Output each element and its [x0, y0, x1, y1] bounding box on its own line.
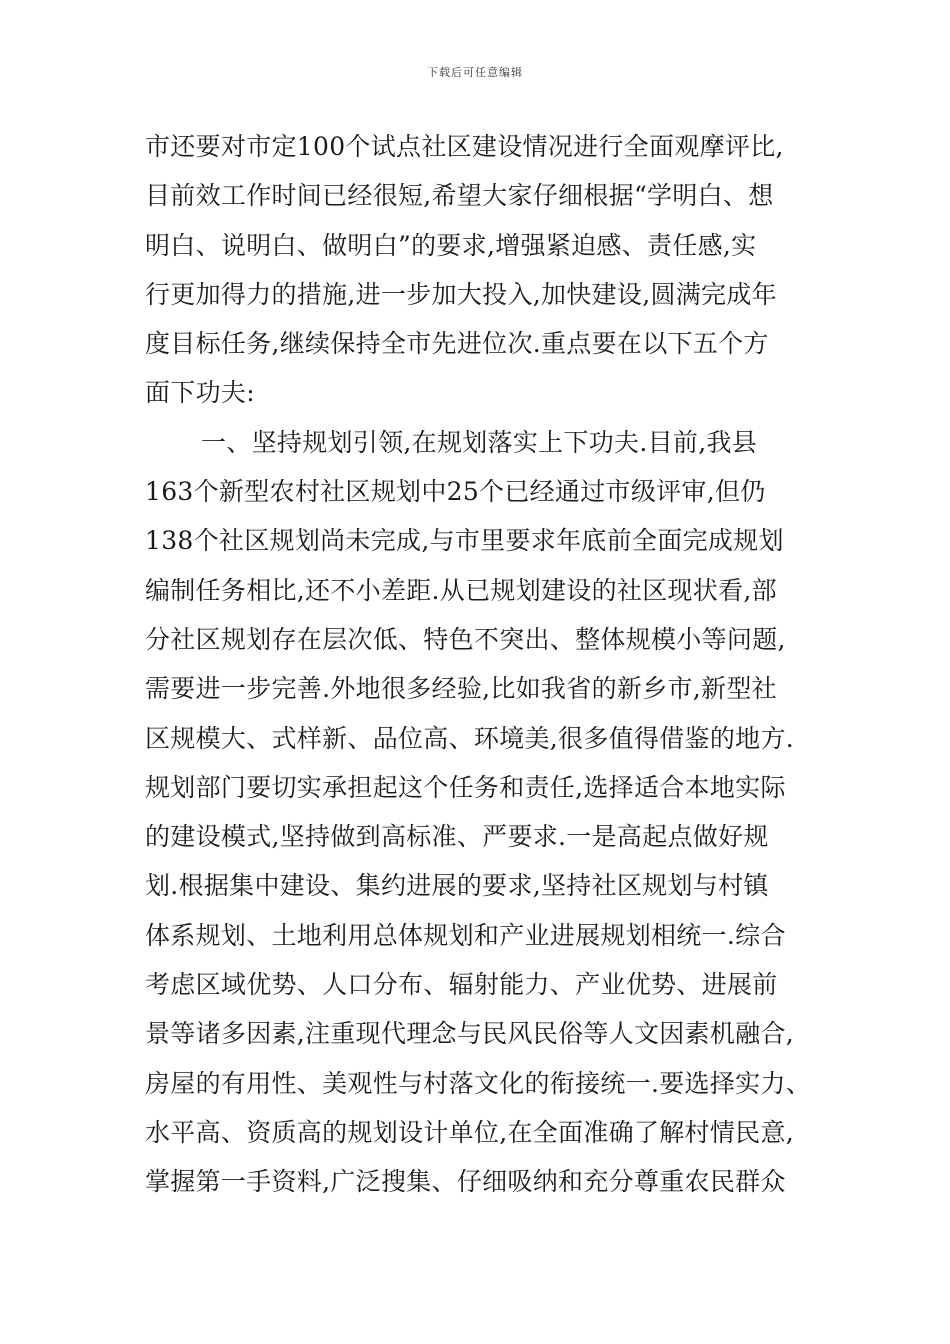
text-line: 编制任务相比,还不小差距.从已规划建设的社区现状看,部 [145, 575, 777, 605]
text-line: 面下功夫: [145, 378, 255, 408]
text-line: 市还要对市定100个试点社区建设情况进行全面观摩评比, [145, 132, 784, 161]
page-header: 下载后可任意编辑 [427, 66, 523, 79]
text-line: 考虑区域优势、人口分布、辐射能力、产业优势、进展前 [145, 970, 778, 1000]
text-line: 体系规划、土地利用总体规划和产业进展规划相统一.综合 [145, 920, 786, 950]
text-line: 水平高、资质高的规划设计单位,在全面准确了解村情民意, [145, 1117, 794, 1147]
text-line: 房屋的有用性、美观性与村落文化的衔接统一.要选择实力、 [145, 1068, 812, 1098]
text-line: 行更加得力的措施,进一步加大投入,加快建设,圆满完成年 [145, 279, 777, 309]
text-line: 度目标任务,继续保持全市先进位次.重点要在以下五个方 [145, 329, 769, 359]
text-line: 目前效工作时间已经很短,希望大家仔细根据“学明白、想 [145, 181, 774, 211]
paragraph-start-line: 一、坚持规划引领,在规划落实上下功夫.目前,我县 [201, 427, 758, 457]
text-line: 的建设模式,坚持做到高标准、严要求.一是高起点做好规 [145, 822, 769, 852]
text-line: 163个新型农村社区规划中25个已经通过市级评审,但仍 [145, 477, 766, 507]
text-line: 掌握第一手资料,广泛搜集、仔细吸纳和充分尊重农民群众 [145, 1167, 786, 1197]
document-body [145, 122, 835, 1207]
text-line: 规划部门要切实承担起这个任务和责任,选择适合本地实际 [145, 772, 786, 802]
text-line: 明白、说明白、做明白”的要求,增强紧迫感、责任感,实 [145, 230, 757, 260]
text-line: 区规模大、式样新、品位高、环境美,很多值得借鉴的地方. [145, 723, 794, 753]
text-line: 分社区规划存在层次低、特色不突出、整体规模小等问题, [145, 624, 786, 654]
text-line: 景等诸多因素,注重现代理念与民风民俗等人文因素机融合, [145, 1019, 794, 1049]
text-line: 划.根据集中建设、集约进展的要求,坚持社区规划与村镇 [145, 871, 769, 901]
text-line: 需要进一步完善.外地很多经验,比如我省的新乡市,新型社 [145, 674, 777, 704]
text-line: 138个社区规划尚未完成,与市里要求年底前全面完成规划 [145, 526, 784, 556]
